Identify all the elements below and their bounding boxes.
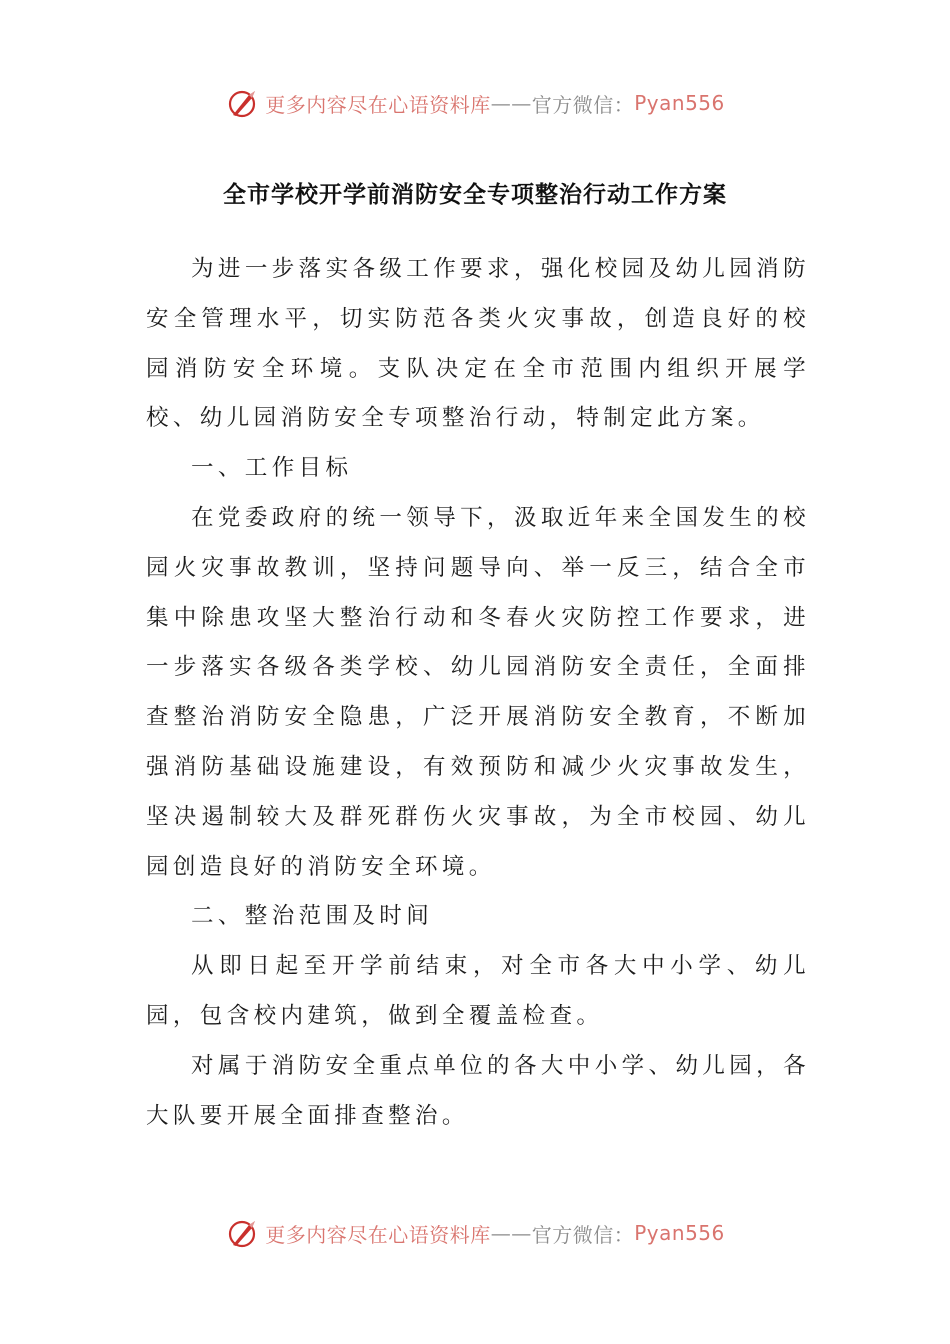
banner-wechat-code: Pyan556 [634, 1221, 725, 1245]
paragraph-key-units: 对属于消防安全重点单位的各大中小学、幼儿园，各大队要开展全面排查整治。 [146, 1052, 810, 1129]
section-heading-goals: 一、工作目标 [191, 455, 353, 482]
paragraph-goals: 在党委政府的统一领导下，汲取近年来全国发生的校园火灾事故教训，坚持问题导向、举一反三，结合全市集中除患攻坚大整治行动和冬春火灾防控工作要求，进一步落实各级各类学校、幼儿园消防安全责任，全面排查整治消防安全隐患，广泛开展消防安全教育，不断加强消防基础设施建设，有效预防和减少火灾事故发生，坚决遏制较大及群死群伤火灾事故，为全市校园、幼儿园创造良好的消防安全环境。 [146, 504, 810, 880]
document-title: 全市学校开学前消防安全专项整治行动工作方案 [223, 182, 727, 208]
section-heading-scope: 二、整治范围及时间 [191, 903, 434, 930]
banner-main-text: 更多内容尽在心语资料库 [265, 92, 491, 117]
pen-nib-circle-icon [225, 1215, 261, 1251]
footer-watermark-banner [0, 1208, 950, 1258]
paragraph-intro: 为进一步落实各级工作要求，强化校园及幼儿园消防安全管理水平，切实防范各类火灾事故，创造良好的校园消防安全环境。支队决定在全市范围内组织开展学校、幼儿园消防安全专项整治行动，特制定此方案。 [146, 256, 810, 432]
banner-wechat-code: Pyan556 [634, 91, 725, 115]
pen-nib-circle-icon [225, 85, 261, 121]
banner-dash: —— [490, 1221, 532, 1245]
banner-dash: —— [490, 91, 532, 115]
paragraph-scope: 从即日起至开学前结束，对全市各大中小学、幼儿园，包含校内建筑，做到全覆盖检查。 [146, 953, 810, 1029]
banner-main-text: 更多内容尽在心语资料库 [265, 1222, 491, 1247]
banner-label: 官方微信： [531, 92, 635, 117]
banner-label: 官方微信： [531, 1222, 635, 1247]
document-body [146, 245, 810, 1141]
header-watermark-banner [0, 78, 950, 128]
